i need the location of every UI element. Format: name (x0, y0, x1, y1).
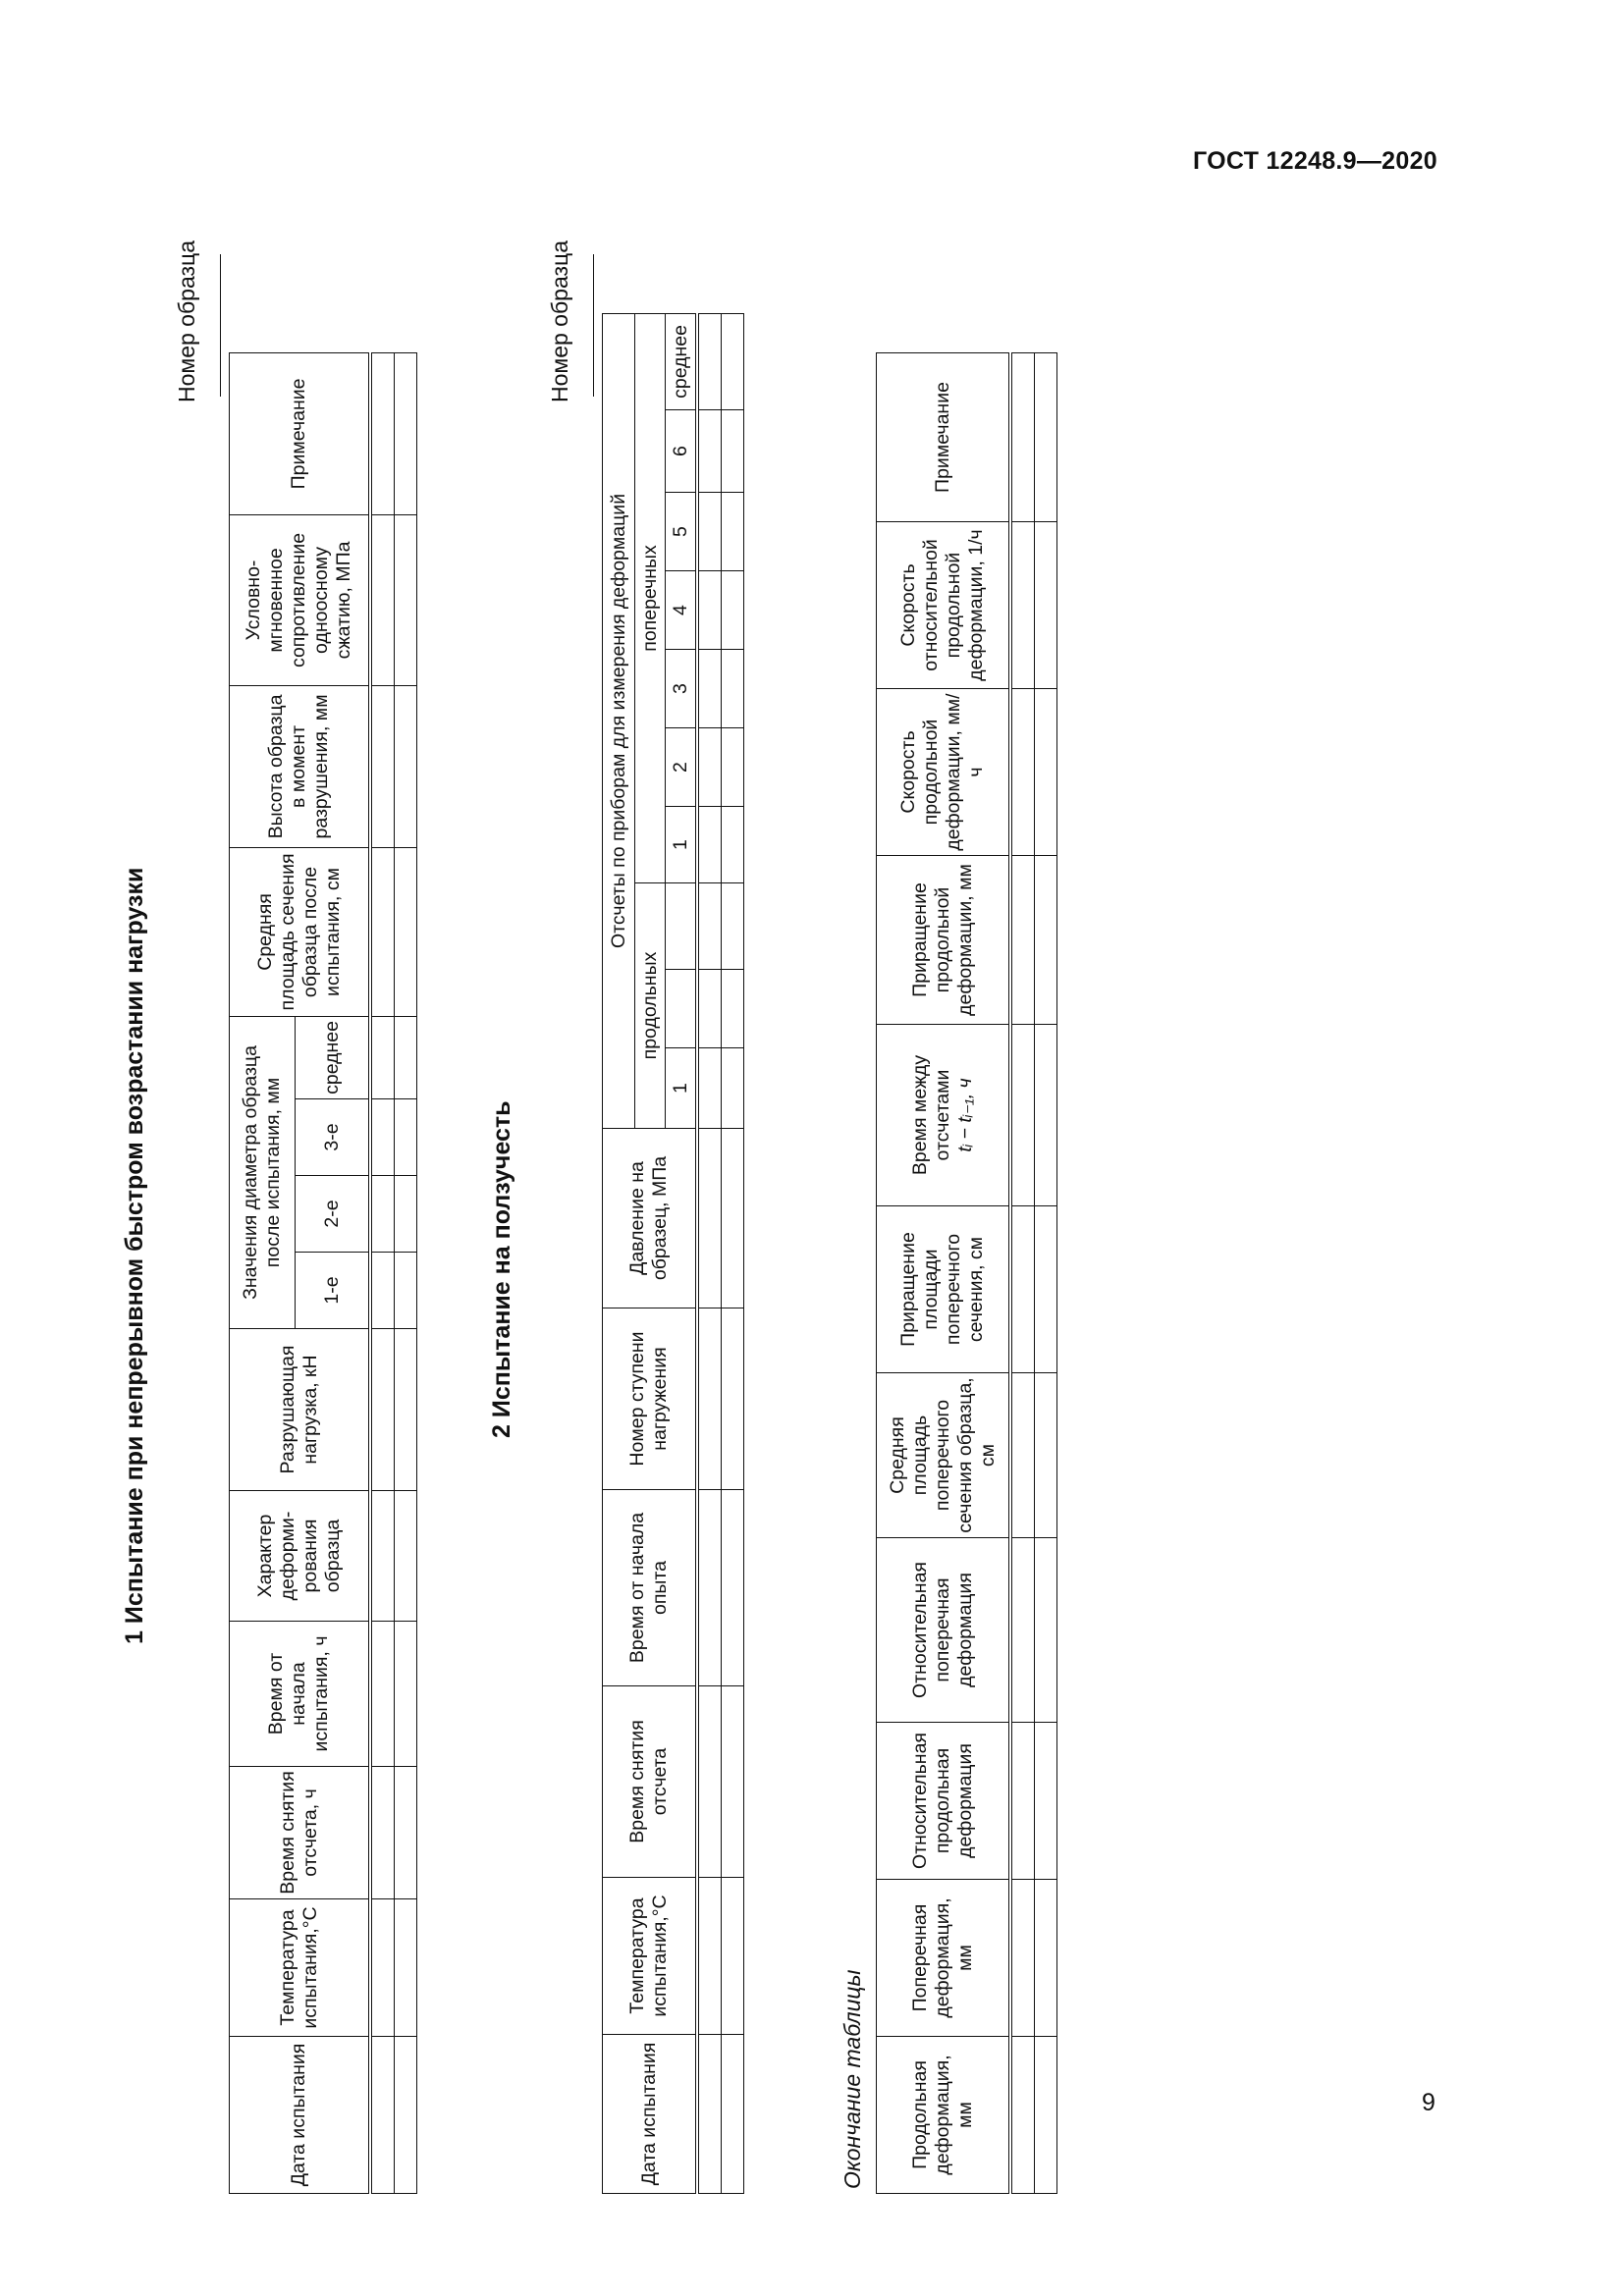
col-readings-group: Отсчеты по приборам для измерения деформаций (603, 313, 635, 1128)
col-longitudinal: продольных (635, 883, 666, 1129)
col-date: Дата испытания (230, 2037, 371, 2194)
time-between-label: Время между отсчетами (908, 1054, 953, 1176)
col-transverse: поперечных (635, 313, 666, 882)
col-date: Дата испытания (603, 2035, 698, 2194)
col-long-increment: Приращение продольной деформации, мм (877, 856, 1011, 1025)
continuation-label: Окончание таблицы (839, 1969, 865, 2189)
col-resistance: Условно-мгновенное сопротивление одноосному сжатию, МПа (230, 514, 371, 685)
col-t3: 3 (666, 650, 698, 728)
col-longitudinal-deformation: Продольная деформация, мм (877, 2037, 1011, 2194)
table-row (722, 313, 744, 2193)
col-l3 (666, 883, 698, 970)
col-time-read: Время снятия отсчета (603, 1686, 698, 1878)
sample-label: Номер образца (547, 240, 572, 402)
col-d2: 2-е (296, 1176, 371, 1253)
col-rel-longitudinal: Относительная продольная деформация (877, 1723, 1011, 1880)
col-davg: среднее (296, 1016, 371, 1098)
col-area-increment: Приращение площади поперечного сечения, см (877, 1206, 1011, 1373)
col-time-read: Время снятия отсчета, ч (230, 1767, 371, 1899)
col-note: Примечание (877, 353, 1011, 522)
table-row (1035, 353, 1057, 2194)
col-time-start: Время от начала испытания, ч (230, 1622, 371, 1767)
col-t6: 6 (666, 410, 698, 493)
col-temp: Температура испытания,°С (603, 1878, 698, 2035)
col-t1: 1 (666, 807, 698, 883)
col-time-start: Время от начала опыта (603, 1490, 698, 1686)
col-average-area: Средняя площадь сечения образца после испытания, см (230, 847, 371, 1016)
col-rel-transverse: Относительная поперечная деформация (877, 1538, 1011, 1723)
col-height: Высота образца в момент разрушения, мм (230, 685, 371, 847)
section1-title: 1 Испытание при непрерывном быстром возрастании нагрузки (121, 867, 148, 1644)
section2-sample-number (547, 108, 600, 402)
col-time-between (877, 1025, 1011, 1206)
col-failure-load: Разрушающая нагрузка, кН (230, 1329, 371, 1491)
col-diameter-group: Значения диаметра образца после испытания, мм (230, 1016, 296, 1328)
col-transverse-deformation: Поперечная деформация, мм (877, 1880, 1011, 2037)
table-section1 (229, 352, 417, 2194)
section2-title: 2 Испытание на ползучесть (488, 1100, 515, 1438)
col-t4: 4 (666, 571, 698, 650)
table-row (1010, 353, 1035, 2194)
col-note: Примечание (230, 352, 371, 514)
rotated-content (113, 108, 1095, 2194)
col-load-step: Номер ступени нагружения (603, 1308, 698, 1490)
col-d1: 1-е (296, 1253, 371, 1329)
sample-blank-line (573, 254, 594, 397)
sample-label: Номер образца (174, 240, 199, 402)
col-deformation-character: Характер деформи-рования образца (230, 1491, 371, 1622)
col-long-rate: Скорость продольной деформации, мм/ч (877, 689, 1011, 856)
table-row (395, 352, 417, 2193)
col-temp: Температура испытания,°С (230, 1899, 371, 2037)
col-d3: 3-е (296, 1099, 371, 1176)
col-tavg: среднее (666, 313, 698, 409)
page-number: 9 (1422, 2089, 1435, 2116)
col-rel-long-rate: Скорость относительной продольной деформации, 1/ч (877, 522, 1011, 689)
col-l2 (666, 970, 698, 1048)
sample-blank-line (200, 254, 221, 397)
col-l1: 1 (666, 1048, 698, 1129)
col-t2: 2 (666, 728, 698, 807)
table-section3 (876, 352, 1057, 2194)
col-pressure: Давление на образец, МПа (603, 1129, 698, 1308)
table-row (370, 352, 395, 2193)
col-t5: 5 (666, 493, 698, 571)
document-header: ГОСТ 12248.9—2020 (1192, 147, 1437, 175)
col-avg-cross-area: Средняя площадь поперечного сечения образца, см (877, 1373, 1011, 1538)
time-between-formula: tᵢ − tᵢ₋₁, ч (953, 1078, 976, 1152)
section1-sample-number (174, 108, 227, 402)
table-section2 (602, 313, 744, 2194)
table-row (697, 313, 722, 2193)
